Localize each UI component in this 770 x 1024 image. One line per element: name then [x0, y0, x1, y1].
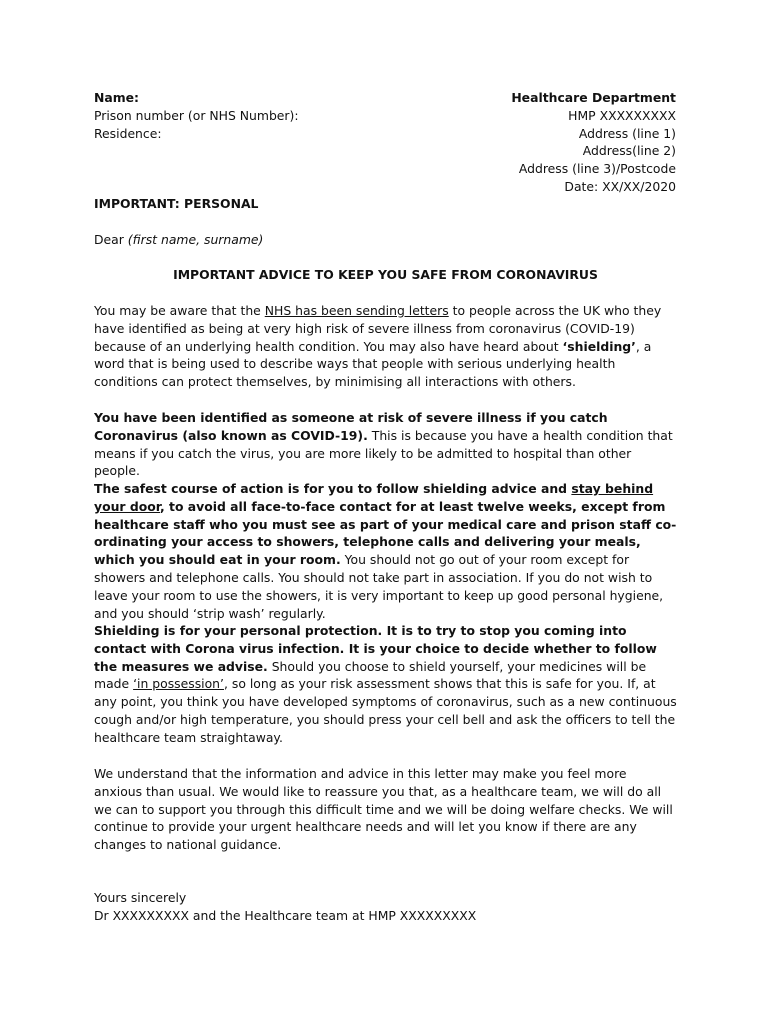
name-label: Name:	[94, 90, 140, 105]
department-name: Healthcare Department	[511, 90, 676, 105]
p4-text-b: , so long as your risk assessment shows that this is safe for you. If, at any point, you think you have developed symptoms of coronavirus, such as a new continuous cough and/or high temperature, you should press your cell bell and ask the officers to tell the healthcare team straightaway.	[94, 676, 677, 745]
p2-text: This is because you have a health condition that means if you catch the virus, you are more likely to be admitted to hospital than other people.	[94, 427, 673, 479]
address-line-3: Address (line 3)/Postcode	[518, 161, 676, 177]
signatory: Dr XXXXXXXXX and the Healthcare team at HMP XXXXXXXXX	[94, 907, 477, 923]
nhs-letters-link[interactable]: NHS has been sending letters	[264, 303, 449, 318]
paragraph-3	[94, 480, 677, 622]
classification: IMPORTANT: PERSONAL	[94, 196, 259, 211]
paragraph-2	[94, 409, 677, 480]
residence-label: Residence:	[94, 125, 162, 141]
p3-text: You should not go out of your room except for showers and telephone calls. You should not take part in association. If you do not wish to leave your room to use the showers, it is very important to keep up good personal hygiene, and you should ‘strip wash’ regularly.	[94, 552, 664, 621]
letter-title: IMPORTANT ADVICE TO KEEP YOU SAFE FROM CORONAVIRUS	[173, 267, 598, 282]
p1-text-a: You may be aware that the	[94, 303, 265, 318]
p2-bold: You have been identified as someone at risk of severe illness if you catch Coronavirus (also known as COVID-19).	[94, 410, 608, 443]
p1-text-b: to people across the UK who they have identified as being at very high risk of severe illness from coronavirus (COVID-19) because of an underlying health condition. You may also have heard about	[94, 303, 662, 354]
p4-bold: Shielding is for your personal protection. It is to try to stop you coming into contact with Corona virus infection. It is your choice to decide whether to follow the measures we advise.	[94, 623, 657, 674]
paragraph-4	[94, 622, 677, 747]
letter-date: Date: XX/XX/2020	[564, 178, 676, 194]
address-line-2: Address(line 2)	[582, 143, 676, 159]
recipient-details	[94, 89, 299, 142]
sign-off: Yours sincerely	[94, 890, 187, 905]
address-line-1: Address (line 1)	[578, 125, 676, 141]
p3-bold-b: , to avoid all face-to-face contact for at least twelve weeks, except from healthcare staff who you must see as part of your medical care and prison staff co-ordinating your access to showers, telephone calls and delivering your meals, which you should eat in your room.	[94, 498, 677, 568]
paragraph-1	[94, 302, 677, 391]
paragraph-5: We understand that the information and advice in this letter may make you feel more anxious than usual. We would like to reassure you that, as a healthcare team, we will do all we can to support you through this difficult time and we will be doing welfare checks. We will continue to provide your urgent healthcare needs and will let you know if there are any changes to national guidance.	[94, 766, 673, 853]
sender-address	[511, 89, 676, 196]
p3-stay-behind-door: stay behind your door	[94, 481, 654, 514]
closing	[94, 889, 677, 925]
p1-text-c: , a word that is being used to describe ways that people with serious underlying health conditions can protect themselves, by minimising all interactions with others.	[94, 338, 652, 390]
salutation-placeholder: (first name, surname)	[127, 232, 264, 247]
p1-shielding-term: ‘shielding’	[562, 338, 636, 354]
prison-name: HMP XXXXXXXXX	[568, 107, 676, 123]
p4-text-a: Should you choose to shield yourself, your medicines will be made	[94, 658, 647, 692]
salutation	[94, 231, 677, 249]
p4-in-possession: ‘in possession’	[133, 676, 224, 692]
salutation-dear: Dear	[94, 232, 128, 247]
p3-bold-a: The safest course of action is for you to follow shielding advice and	[94, 481, 572, 496]
prison-number-label: Prison number (or NHS Number):	[94, 107, 299, 123]
